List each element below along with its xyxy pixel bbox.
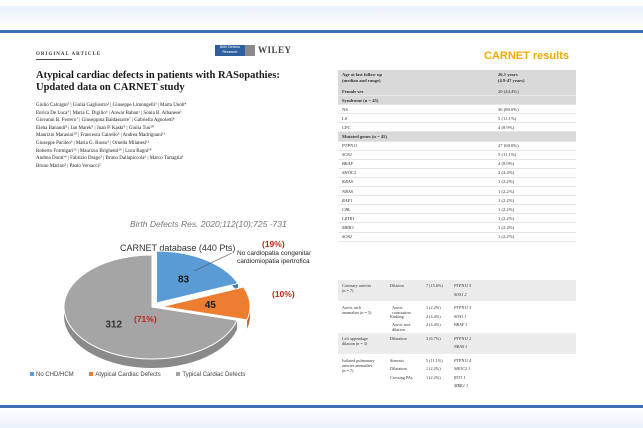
row-label: CBL <box>342 206 351 212</box>
table-row <box>338 223 576 232</box>
row-value: 1 (2.2%) <box>498 197 515 203</box>
row-value: 27 (60.0%) <box>498 143 519 149</box>
table-row <box>338 105 576 114</box>
row-label: Syndrome (n = 45) <box>342 97 379 103</box>
table-row <box>338 87 576 96</box>
row-label: PTPN11 <box>342 143 358 149</box>
author-line: Bruno Marino² | Paolo Versacci² <box>36 163 101 169</box>
chart-legend <box>30 372 259 378</box>
table-row <box>338 132 576 141</box>
group-label-line: Left appendage <box>342 335 368 341</box>
header-band <box>0 0 643 30</box>
table-row <box>338 123 576 132</box>
row-label: LS <box>342 115 348 121</box>
atypical-defects-table <box>338 280 576 410</box>
table-header: Age at last follow up (median and range) 26.1 years (4.9-47 years) <box>338 70 576 87</box>
table-cell: 1 (2.2%) <box>426 305 441 310</box>
table-cell: 7 (15.6%) <box>426 283 443 288</box>
row-value: 20 (44.4%) <box>498 88 519 94</box>
table-cell: Aortic root dilation <box>392 322 411 332</box>
row-label: LZTR1 <box>342 215 355 221</box>
table-cell: MRK1 1 <box>454 383 469 388</box>
table-row <box>338 178 576 187</box>
table-cell: PTPN11 4 <box>454 357 472 363</box>
pie-value-label: 312 <box>105 319 123 331</box>
table-cell: 2 (4.4%) <box>426 313 441 319</box>
table-cell: NRAS 1 <box>454 344 468 349</box>
table-cell: SOS1 2 <box>454 291 467 297</box>
pie-value-label: 45 <box>204 299 216 311</box>
group-label-line: dilation (n = 3) <box>342 340 368 346</box>
row-label: MRK1 <box>342 224 354 230</box>
row-label: Mutated genes (n = 45) <box>342 133 387 139</box>
row-label: SOS1 <box>342 152 353 158</box>
table-row <box>338 160 576 169</box>
row-value: 1 (2.2%) <box>498 206 515 212</box>
author-line: Andrea Donti¹⁴ | Fabrizio Drago¹ | Bruno Dallapiccola⁶ | Marco Tartaglia⁶ <box>36 156 184 162</box>
table-cell: Dilatation <box>390 366 407 371</box>
table-group <box>338 280 576 301</box>
header-divider <box>0 30 643 33</box>
pct-label-atypical: (10%) <box>272 289 295 299</box>
table-row <box>338 205 576 214</box>
table-cell: Aortic coarctation <box>392 305 411 315</box>
table-row <box>338 196 576 205</box>
row-value: 1 (2.2%) <box>498 179 515 185</box>
row-label: KRAS <box>342 179 353 185</box>
demographics-table <box>338 70 576 242</box>
table-cell: Dilation <box>390 283 404 288</box>
group-label-line: Isolated pulmonary <box>342 357 375 363</box>
table-group <box>338 333 576 354</box>
group-label <box>342 358 374 373</box>
table-cell: Dilatation <box>390 335 407 341</box>
journal-logo-mark <box>245 45 255 56</box>
author-line: Maurizio Marasini¹⁰ | Francesca Cairello⁶ | Andrea Madrignani¹¹ <box>36 133 165 139</box>
author-line: Enrica De Luca⁵ | Maria C. Digilio⁶ | Anwar Baban¹ | Sonia B. Albanese¹ <box>36 110 182 116</box>
table-row <box>338 142 576 151</box>
table-row <box>338 169 576 178</box>
row-value: 1 (2.2%) <box>498 215 515 221</box>
row-value: 5 (11.1%) <box>498 152 517 158</box>
citation: Birth Defects Res. 2020;112(10):725 -731 <box>130 219 287 229</box>
row-label: CFC <box>342 124 351 130</box>
author-line: Roberto Formigari¹³ | Maurizio Brighenti¹⁴ | Luca Ragni¹⁴ <box>36 148 152 154</box>
group-label-line: Aortic arch <box>342 305 361 310</box>
row-label: NS <box>342 106 348 112</box>
row-label: SHOC2 <box>342 170 357 176</box>
table-row <box>338 187 576 196</box>
row-value: 36 (80.0%) <box>498 106 519 112</box>
row-label: BRAF <box>342 161 354 167</box>
table-cell: Stenosis <box>390 357 404 363</box>
table-row <box>338 233 576 242</box>
legend-item-typical: Typical Cardiac Defects <box>176 372 245 378</box>
row-value: 5 (11.1%) <box>498 115 517 121</box>
table-cell: 2 (4.4%) <box>426 322 441 327</box>
author-line: Giuseppe Pacileo³ | Maria G. Russo³ | Ornella Milanesi¹² <box>36 140 150 146</box>
table-cell: RIT1 1 <box>454 374 466 380</box>
article-type: ORIGINAL ARTICLE <box>36 52 102 57</box>
table-cell: PTPN11 3 <box>454 305 472 310</box>
row-label: SOS2 <box>342 234 353 239</box>
table-cell: Crossing PAs <box>390 374 413 380</box>
table-cell: 3 (6.7%) <box>426 335 441 341</box>
article-title: Atypical cardiac defects in patients with RASopathies: Updated data on CARNET study <box>36 70 280 93</box>
journal-logo: Birth Defects Research <box>215 45 245 56</box>
row-value: 2 (4.4%) <box>498 170 515 176</box>
group-label <box>342 283 371 293</box>
row-label: RAF1 <box>342 197 353 203</box>
table-cell: PTPN11 2 <box>454 335 472 341</box>
footer-band <box>0 408 643 428</box>
pct-label-typical: (71%) <box>134 314 157 324</box>
legend-item-no-chd: No CHD/HCM <box>30 372 74 378</box>
author-line: Giovanni B. Ferrero⁷ | Giuseppina Baldassarre⁷ | Gabriella Agnoletti⁸ <box>36 118 175 124</box>
table-cell: 5 (11.1%) <box>426 357 443 363</box>
row-value: 4 (8.9%) <box>498 124 515 130</box>
group-label-line: (n = 7) <box>342 288 354 293</box>
article-header-image <box>32 44 324 216</box>
group-label <box>342 305 371 315</box>
table-row <box>338 151 576 160</box>
table-cell: BRAF 1 <box>454 322 468 327</box>
publisher-name: WILEY <box>258 45 292 55</box>
table-cell: Kinking <box>390 313 404 319</box>
row-value: 4 (8.9%) <box>498 161 515 167</box>
table-group <box>338 355 576 393</box>
table-row <box>338 114 576 123</box>
table-cell: PTPN11 5 <box>454 283 472 288</box>
pie-chart <box>34 237 324 387</box>
pie-value-label: 83 <box>177 274 190 286</box>
results-title: CARNET results <box>484 50 569 62</box>
row-value: 1 (2.2%) <box>498 224 515 230</box>
table-cell: 1 (2.2%) <box>426 374 441 380</box>
table-cell: 1 (2.2%) <box>426 366 441 371</box>
row-label: NRAS <box>342 188 353 194</box>
table-cell: SHOC2 1 <box>454 366 471 371</box>
group-label-line: Coronary arteries <box>342 283 372 288</box>
pie-annotation: No cardiopatia congenita/ cardiomiopatia ipertrofica <box>237 250 311 265</box>
table-row <box>338 214 576 223</box>
group-label-line: (n = 7) <box>342 367 354 373</box>
row-value: 1 (2.2%) <box>498 188 515 194</box>
author-list <box>36 102 318 170</box>
group-label <box>342 336 368 346</box>
chart-title: CARNET database (440 Pts) <box>120 243 236 253</box>
legend-item-atypical: Atypical Cardiac Defects <box>89 372 160 378</box>
row-label: Female sex <box>342 88 364 94</box>
table-cell: SOS1 1 <box>454 313 467 319</box>
author-line: Giulio Calcagni¹ | Giulia Gagliostro² | Giuseppe Limongelli³ | Marta Unolt⁴ <box>36 103 187 108</box>
group-label-line: arteries anomalies <box>342 362 373 368</box>
row-value: 1 (2.2%) <box>498 234 515 239</box>
group-label-line: anomalies (n = 5) <box>342 310 372 315</box>
pct-label-no-chd: (19%) <box>262 239 285 249</box>
author-line: Elena Banaudi⁸ | Jan Marek⁹ | Juan P. Kaski⁹ | Giulia Tuo¹⁰ <box>36 125 154 131</box>
table-group <box>338 302 576 332</box>
table-row <box>338 96 576 105</box>
